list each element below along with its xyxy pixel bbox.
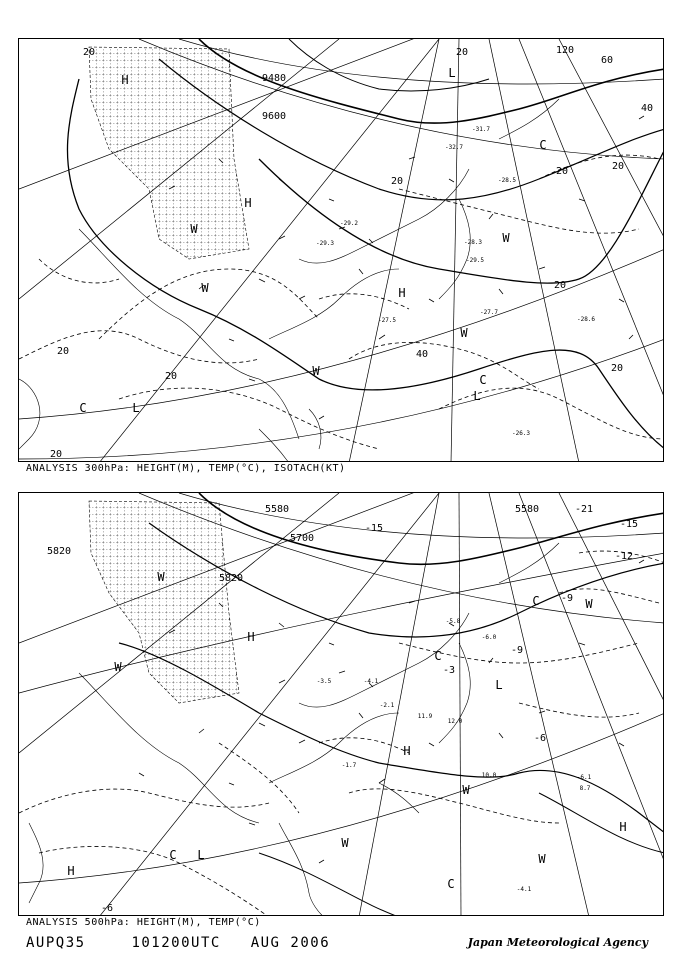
pressure-label: W xyxy=(312,364,320,378)
temp-reading: -6.1 xyxy=(576,774,592,781)
contour-label: -9 xyxy=(560,593,574,604)
pressure-label: W xyxy=(502,231,510,245)
pressure-label: W xyxy=(538,852,546,866)
caption-500hpa: ANALYSIS 500hPa: HEIGHT(M), TEMP(°C) xyxy=(26,917,261,928)
pressure-label: C xyxy=(539,138,547,152)
map-500hpa-svg xyxy=(19,493,664,916)
valid-time: 101200UTC xyxy=(131,935,221,951)
pressure-label: C xyxy=(169,848,177,862)
contour-label: 5820 xyxy=(218,573,244,584)
temp-reading: -4.1 xyxy=(363,678,379,685)
contour-label: 20 xyxy=(553,280,567,291)
pressure-label: L xyxy=(473,389,481,403)
contour-label: 20 xyxy=(56,346,70,357)
chart-date: AUG 2006 xyxy=(250,935,331,951)
pressure-label: H xyxy=(398,286,406,300)
contour-label: 20 xyxy=(82,47,96,58)
temp-reading: -2.1 xyxy=(379,702,395,709)
pressure-label: W xyxy=(462,783,470,797)
map-panel-500hpa xyxy=(18,492,664,916)
contour-label: 5580 xyxy=(264,504,290,515)
pressure-label: W xyxy=(585,597,593,611)
pressure-label: C xyxy=(532,594,540,608)
contour-label: 5700 xyxy=(289,533,315,544)
contour-label: -21 xyxy=(574,504,594,515)
pressure-label: H xyxy=(247,630,255,644)
contour-label: 20 xyxy=(455,47,469,58)
caption-300hpa: ANALYSIS 300hPa: HEIGHT(M), TEMP(°C), ISOTACH(KT) xyxy=(26,463,346,474)
contour-label: 5580 xyxy=(514,504,540,515)
temp-reading: -28.3 xyxy=(463,239,483,246)
contour-label: 60 xyxy=(600,55,614,66)
contour-label: 9480 xyxy=(261,73,287,84)
coastlines xyxy=(19,99,559,462)
temp-reading: -27.5 xyxy=(377,317,397,324)
temp-reading: 11.9 xyxy=(417,713,433,720)
contour-label: -15 xyxy=(364,523,384,534)
pressure-label: L xyxy=(197,848,205,862)
contour-label: -6 xyxy=(100,903,114,914)
contour-label: 20 xyxy=(610,363,624,374)
pressure-label: L xyxy=(495,678,503,692)
temp-reading: -31.7 xyxy=(471,126,491,133)
pressure-label: L xyxy=(448,66,456,80)
agency-credit: Japan Meteorological Agency xyxy=(467,936,648,949)
pressure-label: H xyxy=(403,744,411,758)
temp-reading: 8.7 xyxy=(579,785,591,792)
contour-label: 20 xyxy=(390,176,404,187)
contour-label: -15 xyxy=(619,519,639,530)
temp-reading: -27.7 xyxy=(479,309,499,316)
temp-reading: 12.0 xyxy=(447,718,463,725)
pressure-label: H xyxy=(121,73,129,87)
temperature-readings xyxy=(317,618,592,893)
map-panel-300hpa xyxy=(18,38,664,462)
pressure-label: H xyxy=(67,864,75,878)
pressure-label: C xyxy=(79,401,87,415)
temp-reading: -28.6 xyxy=(576,316,596,323)
temp-reading: -4.1 xyxy=(516,886,532,893)
pressure-label: W xyxy=(114,660,122,674)
coastlines xyxy=(29,543,559,916)
temp-reading: -6.0 xyxy=(481,634,497,641)
contour-label: 120 xyxy=(555,45,575,56)
contour-label: -12 xyxy=(614,551,634,562)
contour-label: 20 xyxy=(611,161,625,172)
contour-label: -6 xyxy=(533,733,547,744)
contour-label: 20 xyxy=(49,449,63,460)
station-marks xyxy=(169,116,644,419)
pressure-label: H xyxy=(244,196,252,210)
temp-reading: -1.7 xyxy=(341,762,357,769)
pressure-label: W xyxy=(460,326,468,340)
temp-reading: -26.3 xyxy=(511,430,531,437)
contour-label: 20 xyxy=(555,166,569,177)
map-300hpa-svg xyxy=(19,39,664,462)
chart-id: AUPQ35 xyxy=(26,935,86,951)
contour-label: 5820 xyxy=(46,546,72,557)
temp-reading: -29.2 xyxy=(339,220,359,227)
temp-reading: -32.7 xyxy=(444,144,464,151)
contour-label: -9 xyxy=(510,645,524,656)
temp-reading: -28.5 xyxy=(497,177,517,184)
isotach-contours xyxy=(19,155,664,449)
contour-label: 20 xyxy=(164,371,178,382)
pressure-label: W xyxy=(201,281,209,295)
pressure-label: W xyxy=(190,222,198,236)
contour-label: 40 xyxy=(640,103,654,114)
pressure-label: W xyxy=(341,836,349,850)
pressure-label: C xyxy=(447,877,455,891)
pressure-label: W xyxy=(157,570,165,584)
temp-reading: -5.8 xyxy=(445,618,461,625)
pressure-label: H xyxy=(619,820,627,834)
temp-reading: 10.0 xyxy=(481,772,497,779)
contour-label: 9600 xyxy=(261,111,287,122)
chart-identifier xyxy=(26,935,330,951)
pressure-label: C xyxy=(434,649,442,663)
temp-reading: -29.5 xyxy=(465,257,485,264)
contour-label: -3 xyxy=(442,665,456,676)
temp-reading: -29.3 xyxy=(315,240,335,247)
contour-label: 40 xyxy=(415,349,429,360)
temp-reading: -3.5 xyxy=(316,678,332,685)
pressure-label: L xyxy=(132,401,140,415)
hatched-region xyxy=(89,501,239,703)
pressure-label: C xyxy=(479,373,487,387)
